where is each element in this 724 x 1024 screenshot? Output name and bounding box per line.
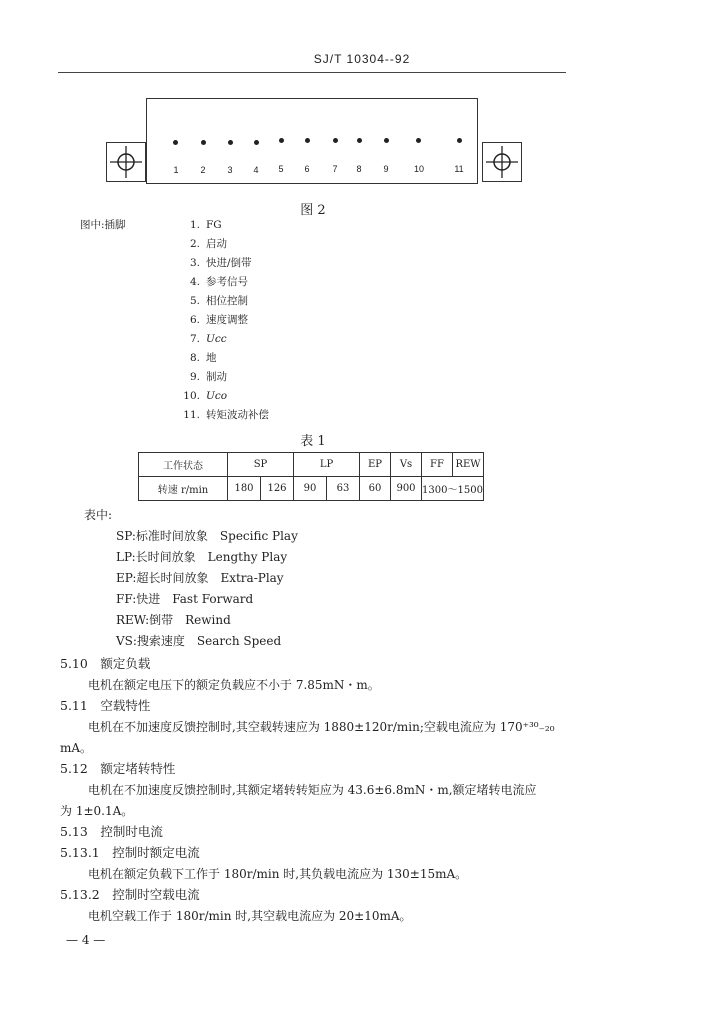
pin-dot	[416, 138, 421, 143]
page-number: — 4 —	[66, 933, 106, 947]
legend-text: 速度调整	[206, 314, 248, 326]
pin-dot	[457, 138, 462, 143]
note-item: VS:搜索速度 Search Speed	[116, 634, 282, 648]
pin-number: 10	[413, 164, 424, 174]
legend-text: 地	[206, 352, 217, 364]
legend-item	[172, 254, 252, 273]
pin-dot	[305, 138, 310, 143]
table-cell: 126	[261, 477, 294, 501]
table-cell: 60	[360, 477, 391, 501]
table-caption: 表 1	[300, 434, 326, 449]
legend-text: 制动	[206, 371, 227, 383]
pin-number: 2	[200, 165, 206, 175]
legend-num: 8.	[189, 352, 200, 364]
legend-text: Ucc	[206, 333, 227, 345]
legend-item	[172, 292, 248, 311]
legend-num: 10.	[183, 390, 200, 402]
legend-item	[172, 368, 227, 387]
notes-intro: 表中:	[84, 508, 113, 522]
legend-item	[172, 349, 217, 368]
table-notes	[84, 505, 484, 652]
section-body: 为 1±0.1A。	[60, 804, 134, 818]
section-body: 电机在额定电压下的额定负载应不小于 7.85mN・m。	[88, 678, 380, 692]
pin-dot	[279, 138, 284, 143]
table-cell: 1300～1500	[422, 477, 484, 501]
section-title: 5.11 空载特性	[60, 698, 151, 713]
table-cell: REW	[453, 453, 484, 477]
section-body: 电机在不加速度反馈控制时,其额定堵转转矩应为 43.6±6.8mN・m,额定堵转电流应	[88, 783, 537, 797]
legend-text: 转矩波动补偿	[206, 409, 269, 421]
section-body: 电机在额定负载下工作于 180r/min 时,其负载电流应为 130±15mA。	[88, 867, 468, 881]
section-body: 电机空载工作于 180r/min 时,其空载电流应为 20±10mA。	[88, 909, 412, 923]
legend-item	[172, 235, 227, 254]
section-title: 5.10 额定负载	[60, 656, 151, 671]
legend-text: Uco	[206, 390, 228, 402]
pin-dot	[228, 140, 233, 145]
legend-num: 9.	[189, 371, 200, 383]
note-item: LP:长时间放象 Lengthy Play	[116, 550, 288, 564]
legend-intro: 图中:插脚	[80, 219, 126, 231]
mounting-hole-icon	[107, 143, 145, 181]
legend-text: 快进/倒带	[206, 257, 252, 269]
table-cell: EP	[360, 453, 391, 477]
pin-dot	[173, 140, 178, 145]
legend-num: 11.	[183, 409, 200, 421]
legend-text: 相位控制	[206, 295, 248, 307]
legend-text: 参考信号	[206, 276, 248, 288]
table-cell: 180	[228, 477, 261, 501]
table-cell: SP	[228, 453, 294, 477]
section-body: mA。	[60, 741, 93, 755]
legend-item	[172, 311, 248, 330]
table-cell: 63	[327, 477, 360, 501]
legend-num: 6.	[189, 314, 200, 326]
legend-item	[172, 406, 269, 425]
connector-figure	[0, 0, 724, 195]
pin-number: 8	[356, 164, 362, 174]
pin-dot	[384, 138, 389, 143]
note-item: FF:快进 Fast Forward	[116, 592, 254, 606]
pin-number: 1	[173, 165, 179, 175]
pin-number: 6	[304, 164, 310, 174]
note-item: SP:标准时间放象 Specific Play	[116, 529, 298, 543]
legend-text: FG	[206, 219, 222, 231]
legend-item	[172, 387, 227, 406]
left-mounting-flange	[106, 142, 146, 182]
section-title: 5.12 额定堵转特性	[60, 761, 176, 776]
table-row	[139, 477, 484, 501]
section-title: 5.13.1 控制时额定电流	[60, 845, 200, 860]
legend-num: 2.	[189, 238, 200, 250]
note-item: EP:超长时间放象 Extra-Play	[116, 571, 284, 585]
legend-num: 1.	[189, 219, 200, 231]
speed-table	[138, 452, 484, 501]
pin-dot	[333, 138, 338, 143]
table-header-row	[139, 453, 484, 477]
table-cell: 90	[294, 477, 327, 501]
legend-item	[172, 330, 227, 349]
mounting-hole-icon	[483, 143, 521, 181]
pin-number: 5	[278, 164, 284, 174]
table-cell: Vs	[391, 453, 422, 477]
section-title: 5.13 控制时电流	[60, 824, 163, 839]
table-cell: LP	[294, 453, 360, 477]
speed-table-wrap	[138, 452, 484, 501]
table-cell: 900	[391, 477, 422, 501]
legend-text: 启动	[206, 238, 227, 250]
legend-item	[172, 216, 222, 235]
pin-dot	[254, 140, 259, 145]
table-cell: 工作状态	[139, 453, 228, 477]
legend-num: 7.	[189, 333, 200, 345]
pin-number: 7	[332, 164, 338, 174]
pin-number: 9	[383, 164, 389, 174]
pin-number: 4	[253, 165, 259, 175]
section-title: 5.13.2 控制时空载电流	[60, 887, 200, 902]
note-item: REW:倒带 Rewind	[116, 613, 231, 627]
legend-num: 3.	[189, 257, 200, 269]
pin-number: 11	[454, 164, 464, 174]
right-mounting-flange	[482, 142, 522, 182]
table-cell: 转速 r/min	[139, 477, 228, 501]
legend-num: 4.	[189, 276, 200, 288]
legend-item	[172, 273, 248, 292]
pin-dot	[201, 140, 206, 145]
standard-number: SJ/T 10304--92	[313, 52, 411, 66]
table-cell: FF	[422, 453, 453, 477]
section-body: 电机在不加速度反馈控制时,其空载转速应为 1880±120r/min;空载电流应为 170⁺³⁰₋₂₀	[88, 720, 555, 734]
pin-dot	[357, 138, 362, 143]
figure-caption: 图 2	[300, 203, 326, 218]
pin-number: 3	[227, 165, 233, 175]
legend-num: 5.	[189, 295, 200, 307]
